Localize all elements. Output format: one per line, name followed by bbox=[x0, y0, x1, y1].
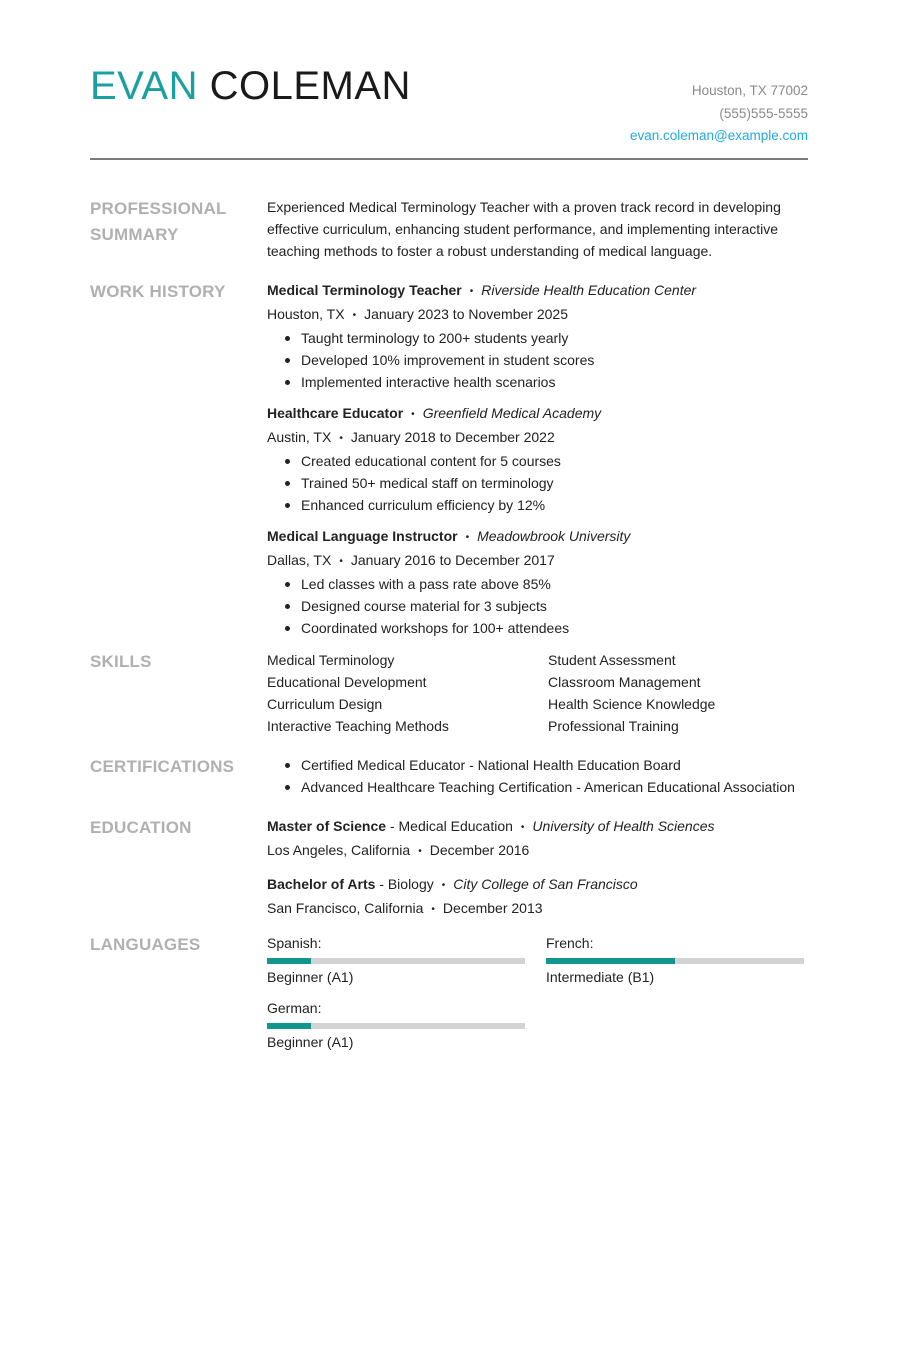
separator-dot: • bbox=[339, 433, 343, 444]
separator-dot: • bbox=[431, 904, 435, 915]
skill-item: Health Science Knowledge bbox=[548, 696, 716, 712]
job-heading bbox=[267, 525, 808, 549]
job-location: Austin, TX bbox=[267, 429, 332, 445]
email-link[interactable]: evan.coleman@example.com bbox=[629, 128, 808, 143]
first-name: EVAN bbox=[90, 64, 198, 108]
separator-dot: • bbox=[411, 409, 415, 420]
school-name: City College of San Francisco bbox=[453, 876, 638, 892]
job-title: Medical Terminology Teacher bbox=[267, 282, 462, 298]
phone: (555)555-5555 bbox=[719, 105, 808, 121]
header-divider bbox=[90, 158, 808, 160]
list-item: Implemented interactive health scenarios bbox=[301, 371, 808, 393]
proficiency-bar bbox=[267, 958, 525, 964]
separator-dot: • bbox=[441, 880, 446, 891]
skill-item: Student Assessment bbox=[548, 652, 676, 668]
section-title-education: EDUCATION bbox=[90, 818, 192, 837]
skill-item: Curriculum Design bbox=[267, 696, 383, 712]
certification-list bbox=[267, 754, 808, 798]
section-title-work-history: WORK HISTORY bbox=[90, 282, 226, 301]
skill-item: Classroom Management bbox=[548, 674, 701, 690]
education-meta bbox=[267, 897, 808, 921]
section-title-languages: LANGUAGES bbox=[90, 935, 201, 954]
job-title: Medical Language Instructor bbox=[267, 528, 458, 544]
job-entry bbox=[267, 279, 808, 393]
school-location: Los Angeles, California bbox=[267, 842, 411, 858]
job-dates: January 2018 to December 2022 bbox=[350, 429, 555, 445]
address: Houston, TX 77002 bbox=[691, 83, 808, 98]
certification-item: Certified Medical Educator - National Health Education Board bbox=[301, 754, 808, 776]
language-level: Beginner (A1) bbox=[267, 969, 354, 985]
job-title: Healthcare Educator bbox=[267, 405, 404, 421]
language-name: French: bbox=[546, 935, 594, 951]
separator-dot: • bbox=[520, 822, 525, 833]
proficiency-fill bbox=[267, 1023, 311, 1029]
education-meta bbox=[267, 839, 808, 863]
job-entry bbox=[267, 402, 808, 516]
language-name: Spanish: bbox=[267, 935, 322, 951]
job-dates: January 2023 to November 2025 bbox=[364, 306, 568, 322]
school-name: University of Health Sciences bbox=[532, 818, 715, 834]
language-list bbox=[267, 932, 808, 1052]
list-item: Created educational content for 5 courses bbox=[301, 450, 808, 472]
separator-dot: • bbox=[418, 846, 422, 857]
job-dates: January 2016 to December 2017 bbox=[350, 552, 555, 568]
last-name: COLEMAN bbox=[209, 64, 411, 108]
separator-dot: • bbox=[469, 286, 474, 297]
list-item: Led classes with a pass rate above 85% bbox=[301, 573, 808, 595]
company-name: Meadowbrook University bbox=[477, 528, 631, 544]
skill-item: Educational Development bbox=[267, 674, 427, 690]
job-bullets bbox=[267, 327, 808, 393]
separator-dot: • bbox=[465, 532, 470, 543]
school-location: San Francisco, California bbox=[267, 900, 424, 916]
proficiency-bar bbox=[546, 958, 804, 964]
language-item bbox=[267, 997, 525, 1053]
certification-item: Advanced Healthcare Teaching Certification - American Educational Association bbox=[301, 776, 808, 798]
list-item: Enhanced curriculum efficiency by 12% bbox=[301, 494, 808, 516]
job-meta bbox=[267, 549, 808, 573]
language-item bbox=[267, 932, 525, 988]
degree: Bachelor of Arts bbox=[267, 876, 376, 892]
company-name: Greenfield Medical Academy bbox=[422, 405, 602, 421]
separator-dot: • bbox=[339, 556, 343, 567]
education-heading bbox=[267, 815, 808, 839]
language-item bbox=[546, 932, 804, 988]
company-name: Riverside Health Education Center bbox=[481, 282, 697, 298]
field-of-study: - Biology bbox=[375, 876, 434, 892]
skill-item: Interactive Teaching Methods bbox=[267, 718, 449, 734]
graduation-date: December 2016 bbox=[429, 842, 530, 858]
job-location: Dallas, TX bbox=[267, 552, 332, 568]
job-entry bbox=[267, 525, 808, 639]
job-bullets bbox=[267, 450, 808, 516]
list-item: Coordinated workshops for 100+ attendees bbox=[301, 617, 808, 639]
job-heading bbox=[267, 402, 808, 426]
section-title-certifications: CERTIFICATIONS bbox=[90, 757, 235, 776]
contact-block bbox=[630, 80, 808, 148]
summary-text: Experienced Medical Terminology Teacher with a proven track record in developing effective curriculum, enhancing student performance, and implementing interactive teaching methods to foster a robust understanding of medical language. bbox=[267, 199, 781, 259]
job-location: Houston, TX bbox=[267, 306, 345, 322]
proficiency-fill bbox=[267, 958, 311, 964]
education-entry bbox=[267, 815, 808, 863]
degree: Master of Science bbox=[267, 818, 387, 834]
language-name: German: bbox=[267, 1000, 322, 1016]
education-heading bbox=[267, 873, 808, 897]
candidate-name bbox=[90, 62, 411, 110]
list-item: Developed 10% improvement in student scores bbox=[301, 349, 808, 371]
job-meta bbox=[267, 303, 808, 327]
proficiency-fill bbox=[546, 958, 675, 964]
job-heading bbox=[267, 279, 808, 303]
proficiency-bar bbox=[267, 1023, 525, 1029]
job-bullets bbox=[267, 573, 808, 639]
field-of-study: - Medical Education bbox=[386, 818, 513, 834]
language-level: Intermediate (B1) bbox=[546, 969, 655, 985]
separator-dot: • bbox=[352, 310, 357, 321]
skills-grid bbox=[267, 649, 808, 737]
language-level: Beginner (A1) bbox=[267, 1034, 354, 1050]
section-title-summary: PROFESSIONAL SUMMARY bbox=[90, 199, 227, 244]
list-item: Designed course material for 3 subjects bbox=[301, 595, 808, 617]
section-title-skills: SKILLS bbox=[90, 652, 152, 671]
education-entry bbox=[267, 873, 808, 921]
skill-item: Medical Terminology bbox=[267, 652, 395, 668]
graduation-date: December 2013 bbox=[442, 900, 543, 916]
skill-item: Professional Training bbox=[548, 718, 679, 734]
list-item: Taught terminology to 200+ students yearly bbox=[301, 327, 808, 349]
job-meta bbox=[267, 426, 808, 450]
list-item: Trained 50+ medical staff on terminology bbox=[301, 472, 808, 494]
